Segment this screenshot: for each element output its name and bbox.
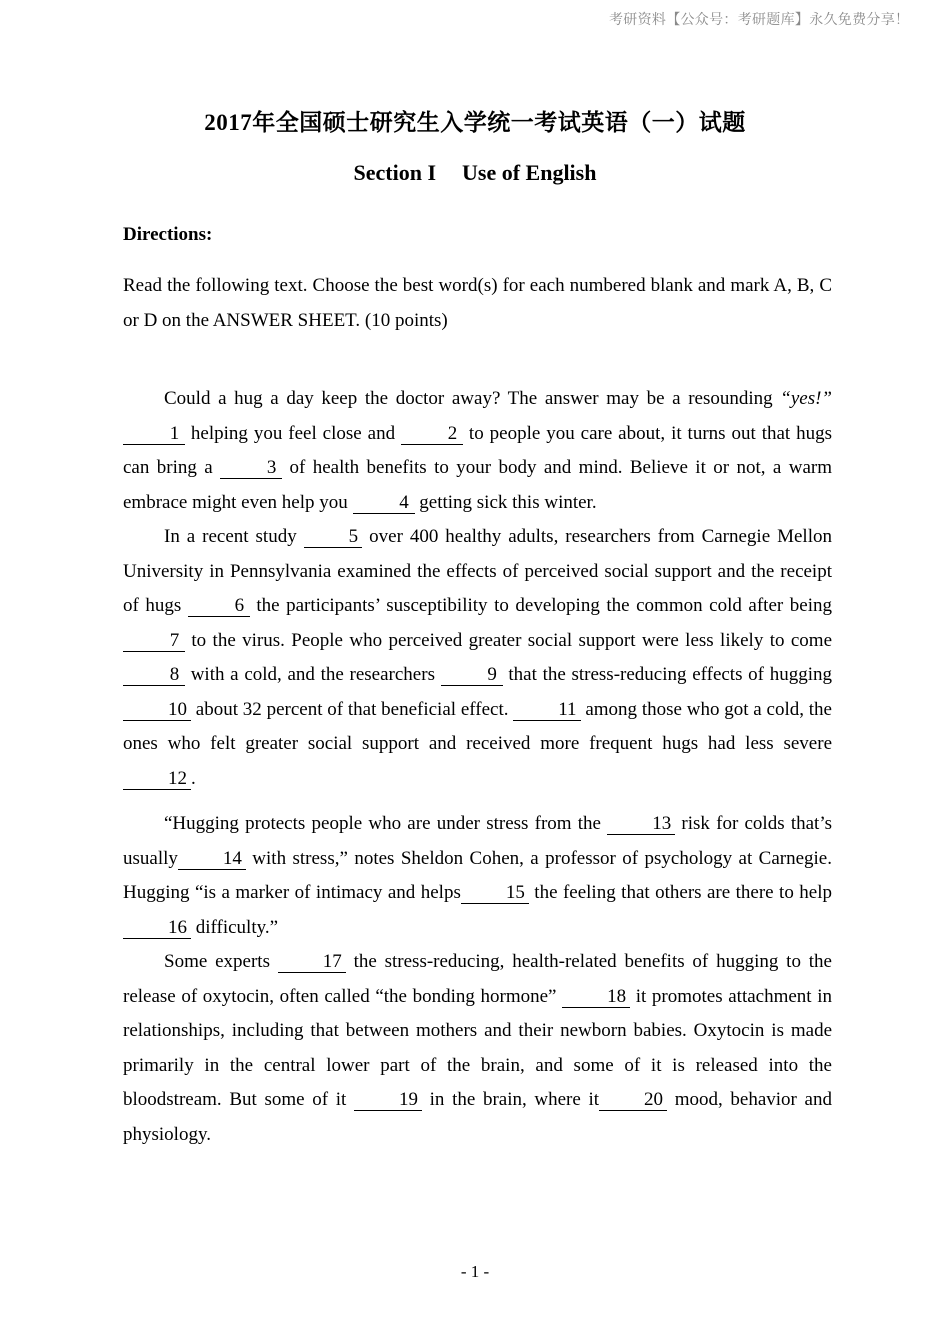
passage-paragraph-2 [123,520,832,796]
passage-text: Could a hug a day keep the doctor away? The answer may be a resounding [164,388,781,409]
passage-text: mood, behavior and physiology. [123,1089,832,1145]
section-heading [0,160,950,186]
watermark-text: 考研资料【公众号：考研题库】永久免费分享！ [609,13,910,28]
blank-7: 7 [123,631,185,652]
passage-text: over 400 healthy adults, researchers from Carnegie Mellon University in Pennsylvania examined the effects of perceived social support and the receipt of hugs [123,526,832,616]
blank-14: 14 [178,849,246,870]
cloze-passage [123,382,832,1152]
passage-text-italic: “yes!” [780,388,832,409]
blank-3: 3 [220,458,282,479]
blank-19: 19 [354,1090,422,1111]
blank-11: 11 [513,700,580,721]
passage-text: about 32 percent of that beneficial effect. [191,698,514,720]
passage-text: among those who got a cold, the ones who felt greater social support and received more frequent hugs had less severe [123,698,832,754]
passage-text: risk for colds that’s usually [123,813,832,869]
blank-16: 16 [123,918,191,939]
passage-text: that the stress-reducing effects of hugging [502,664,832,685]
section-number: Section I [353,160,436,185]
passage-text: of health benefits to your body and mind. Believe it or not, a warm embrace might even help you [123,457,832,513]
blank-4: 4 [353,493,415,514]
passage-text: helping you feel close and [185,422,401,444]
section-name: Use of English [462,160,597,185]
blank-5: 5 [304,527,363,548]
passage-text: with a cold, and the researchers [185,664,441,685]
blank-13: 13 [607,814,675,835]
passage-text: the feeling that others are there to help [528,882,832,903]
blank-8: 8 [123,665,185,686]
blank-12: 12 [123,769,191,790]
passage-paragraph-3 [123,807,832,945]
blank-9: 9 [441,665,503,686]
blank-6: 6 [188,596,250,617]
passage-text: difficulty.” [191,916,279,938]
passage-text: . [191,767,196,789]
blank-1: 1 [123,424,185,445]
passage-text: to the virus. People who perceived greater social support were less likely to come [185,629,832,651]
passage-text: Some experts [164,951,278,972]
passage-paragraph-4 [123,945,832,1152]
directions-label: Directions: [123,224,213,245]
blank-20: 20 [599,1090,667,1111]
blank-15: 15 [461,883,529,904]
blank-10: 10 [123,700,191,721]
blank-2: 2 [401,424,463,445]
blank-17: 17 [278,952,346,973]
passage-text: getting sick this winter. [414,491,597,513]
passage-text: in the brain, where it [421,1089,600,1110]
passage-text: In a recent study [164,526,304,547]
page-number: - 1 - [460,1262,490,1281]
passage-text: “Hugging protects people who are under stress from the [164,813,608,834]
directions-text: Read the following text. Choose the best word(s) for each numbered blank and mark A, B, C or D on the ANSWER SHEET. (10 points) [123,275,832,331]
passage-text: the participants’ susceptibility to developing the common cold after being [249,595,832,616]
passage-paragraph-1 [123,382,832,520]
passage-text: with stress,” notes Sheldon Cohen, a professor of psychology at Carnegie. Hugging “is a marker of intimacy and helps [123,847,832,903]
passage-text: to people you care about, it turns out that hugs can bring a [123,422,833,478]
passage-text: it promotes attachment in relationships, including that between mothers and their newborn babies. Oxytocin is made primarily in the central lower part of the brain, and some of it is released into the bloodstream. But some of it [123,985,832,1110]
page-title: 2017年全国硕士研究生入学统一考试英语（一）试题 [204,110,746,135]
blank-18: 18 [562,987,630,1008]
passage-text: the stress-reducing, health-related benefits of hugging to the release of oxytocin, often called “the bonding hormone” [123,951,832,1007]
